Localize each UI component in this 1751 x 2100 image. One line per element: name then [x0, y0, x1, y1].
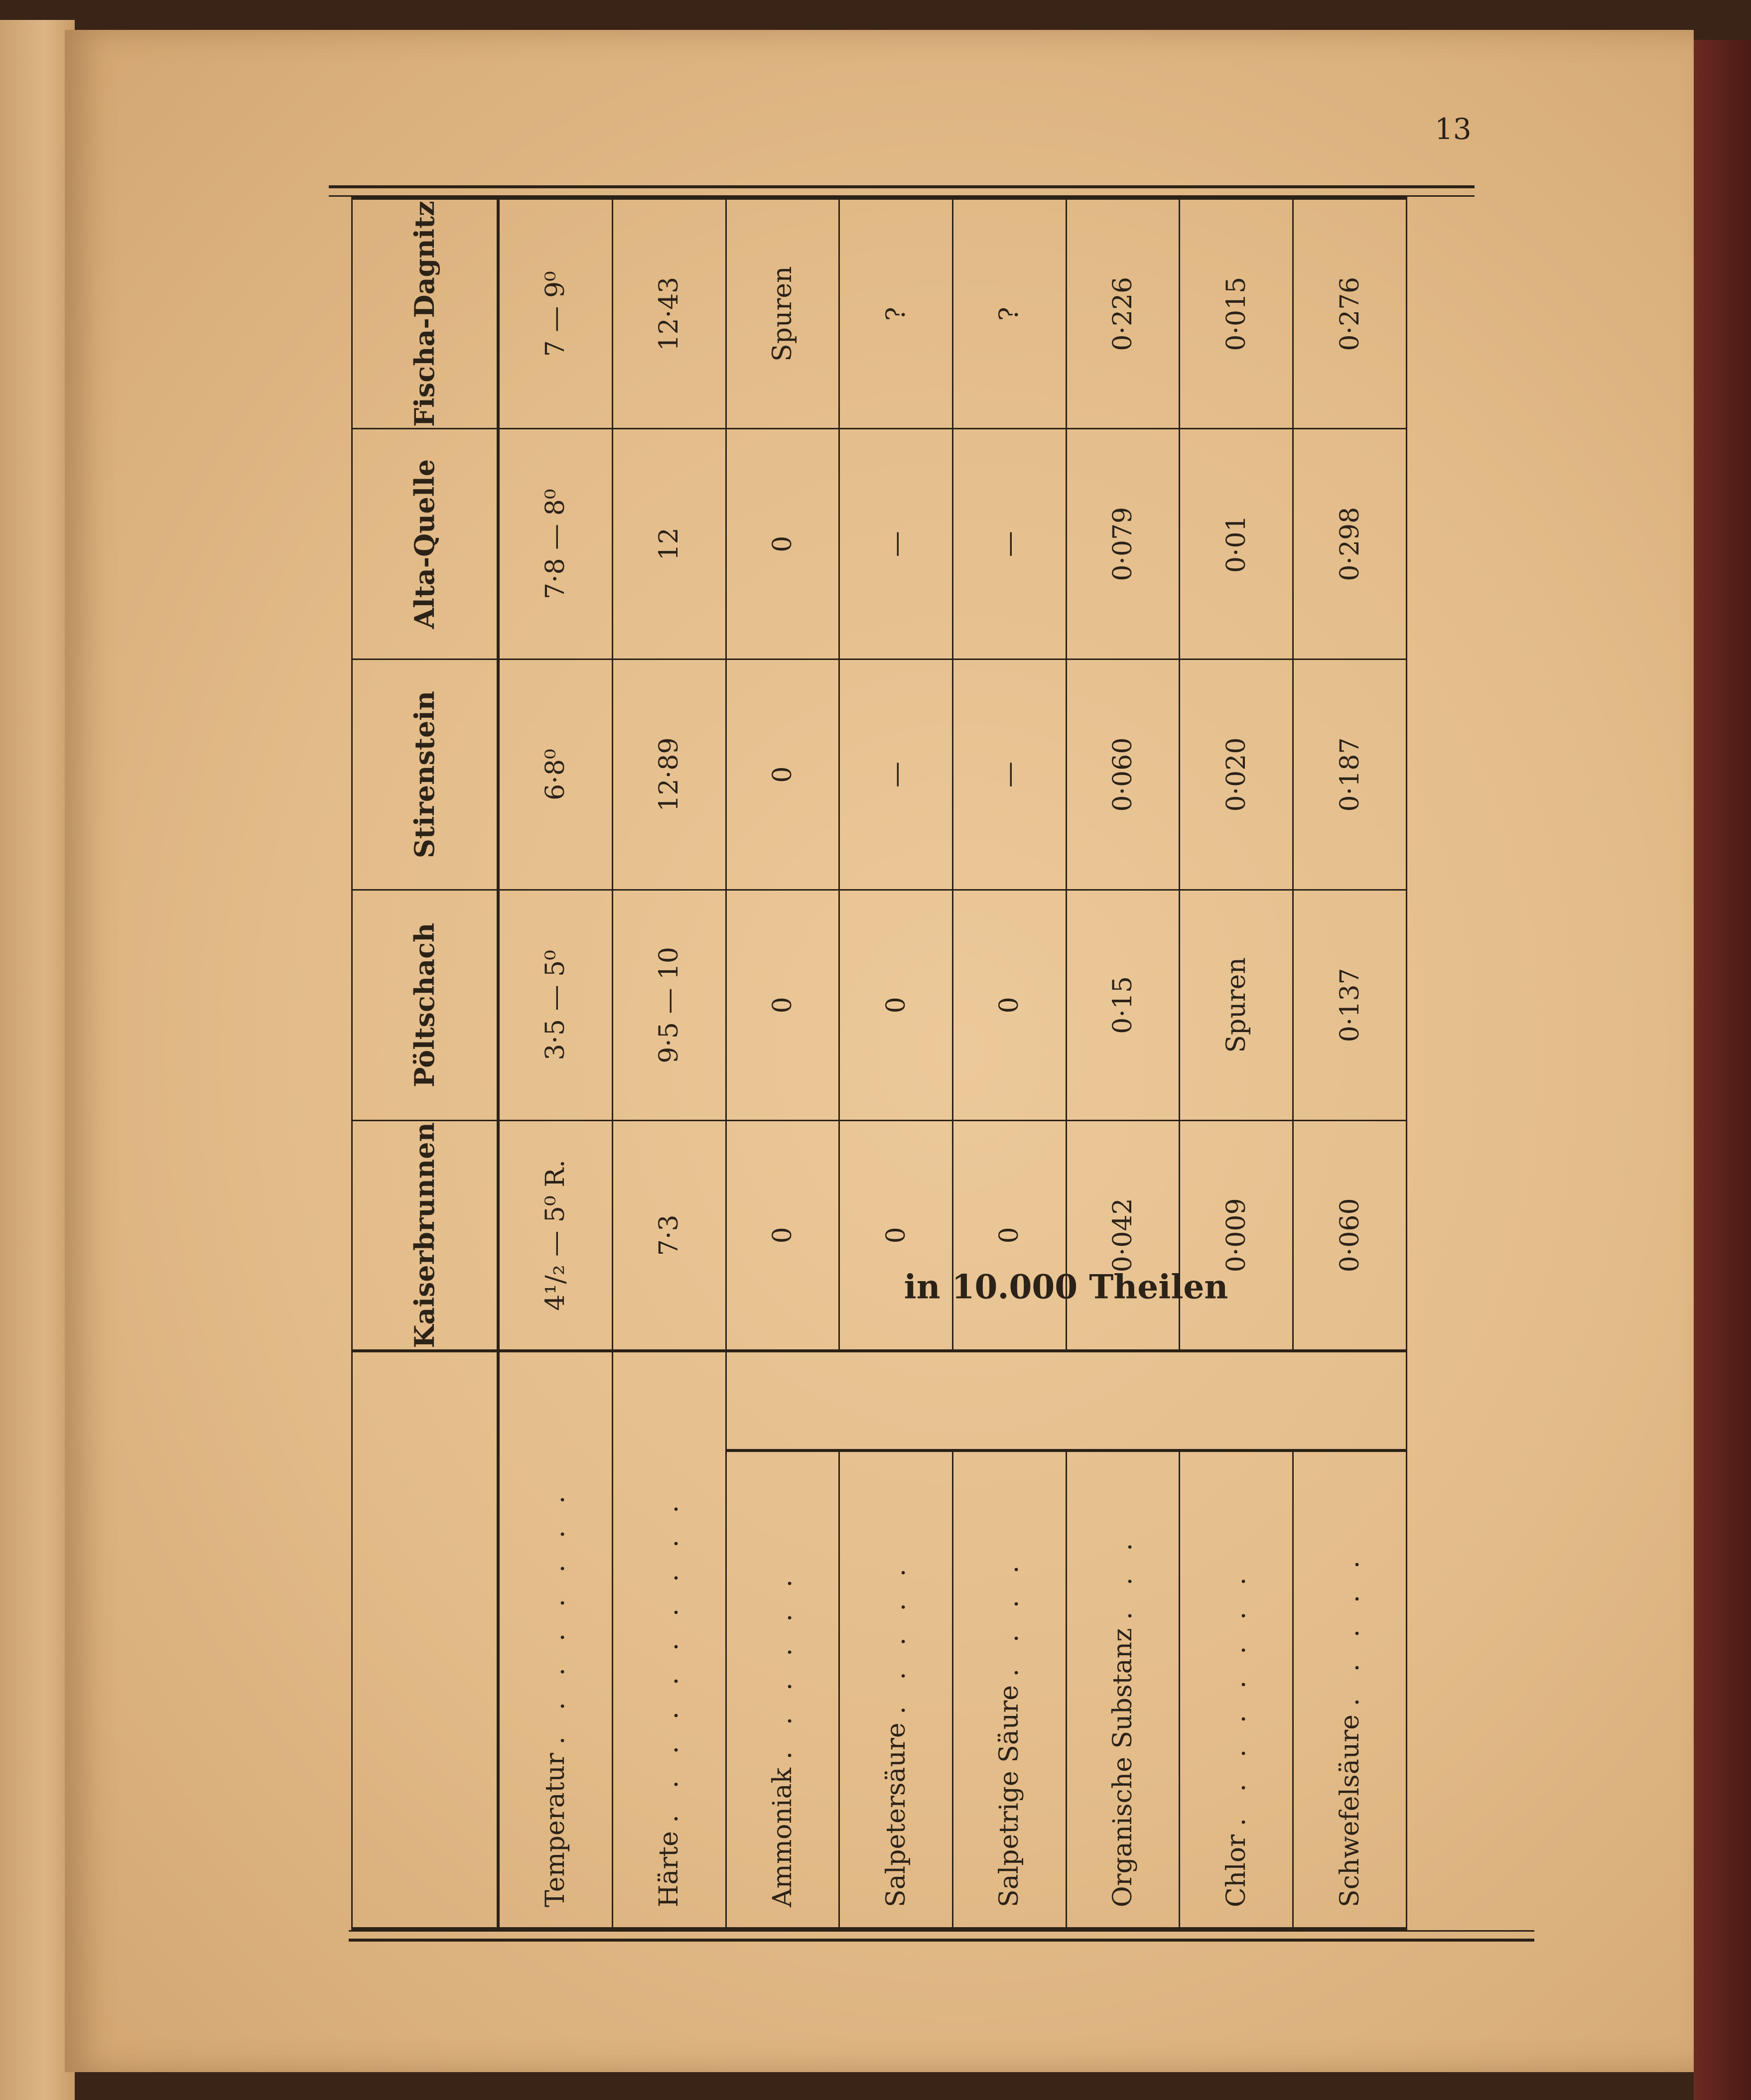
table-cell: 0	[839, 1120, 953, 1351]
table-cell: 0·187	[1293, 659, 1407, 890]
page-number: 13	[1435, 112, 1472, 146]
table-row	[1180, 198, 1293, 1929]
row-label: Salpetersäure . . . . .	[839, 1450, 953, 1929]
table-cell: 0	[726, 659, 839, 890]
column-header: Alta-Quelle	[352, 429, 498, 659]
table-row	[498, 198, 612, 1929]
table-cell: 7·3	[612, 1120, 726, 1351]
table-cell: ?	[953, 198, 1067, 429]
table-row	[839, 198, 953, 1929]
table-cell: 0·226	[1066, 198, 1180, 429]
table-row	[726, 198, 839, 1929]
table-cell: 0·276	[1293, 198, 1407, 429]
column-header: Fischa-Dagnitz	[352, 198, 498, 429]
column-header: Kaiserbrunnen	[352, 1120, 498, 1351]
rotated-table-frame	[351, 197, 1407, 1930]
water-analysis-table	[351, 197, 1407, 1930]
table-cell: 0·015	[1180, 198, 1293, 429]
row-label: Chlor . . . . . . . .	[1180, 1450, 1293, 1929]
row-label: Schwefelsäure . . . . .	[1293, 1450, 1407, 1929]
row-label: Temperatur . . . . . . . .	[498, 1351, 612, 1929]
table-cell: ?	[839, 198, 953, 429]
table-cell: 12·89	[612, 659, 726, 890]
row-label: Härte . . . . . . . . . .	[612, 1351, 726, 1929]
table-cell: —	[953, 429, 1067, 659]
book-cover-edge	[1694, 40, 1751, 2100]
table-row	[1293, 198, 1407, 1929]
header-blank-cell	[352, 1351, 498, 1929]
bottom-double-rule	[349, 1930, 1534, 1942]
table-cell: 0·042	[1066, 1120, 1180, 1351]
table-cell: 0·060	[1293, 1120, 1407, 1351]
table-cell: 0	[839, 890, 953, 1120]
row-label: Organische Substanz . . .	[1066, 1450, 1180, 1929]
table-cell: 4¹/₂ — 5⁰ R.	[498, 1120, 612, 1351]
table-cell: 12·43	[612, 198, 726, 429]
table-cell: 0	[726, 429, 839, 659]
table-row	[953, 198, 1067, 1929]
top-double-rule	[329, 185, 1475, 197]
row-label: Salpetrige Säure . . . .	[953, 1450, 1067, 1929]
table-cell: 6·8⁰	[498, 659, 612, 890]
table-cell: —	[839, 429, 953, 659]
group-label: in 10.000 Theilen	[904, 1267, 1228, 1307]
table-cell: 0	[726, 1120, 839, 1351]
table-row	[612, 198, 726, 1929]
header-row	[352, 198, 498, 1929]
table-row	[1066, 198, 1180, 1929]
table-cell: 0	[726, 890, 839, 1120]
table-cell: Spuren	[1180, 890, 1293, 1120]
table-cell: 0	[953, 1120, 1067, 1351]
group-label-cell	[726, 1267, 1406, 1450]
table-cell: 3·5 — 5⁰	[498, 890, 612, 1120]
table-cell: 0·01	[1180, 429, 1293, 659]
table-cell: 0	[953, 890, 1067, 1120]
table-cell: 0·020	[1180, 659, 1293, 890]
table-cell: 7·8 — 8⁰	[498, 429, 612, 659]
facing-page-edge	[0, 20, 75, 2100]
table-cell: 0·137	[1293, 890, 1407, 1120]
table-cell: 0·060	[1066, 659, 1180, 890]
table-cell: —	[953, 659, 1067, 890]
column-header: Stirenstein	[352, 659, 498, 890]
table-cell: 12	[612, 429, 726, 659]
column-header: Pöltschach	[352, 890, 498, 1120]
table-cell: —	[839, 659, 953, 890]
row-label: Ammoniak . . . . . .	[726, 1450, 839, 1929]
table-cell: 0·009	[1180, 1120, 1293, 1351]
table-cell: 0·15	[1066, 890, 1180, 1120]
table-cell: Spuren	[726, 198, 839, 429]
table-cell: 0·298	[1293, 429, 1407, 659]
table-cell: 0·079	[1066, 429, 1180, 659]
table-cell: 9·5 — 10	[612, 890, 726, 1120]
table-cell: 7 — 9⁰	[498, 198, 612, 429]
